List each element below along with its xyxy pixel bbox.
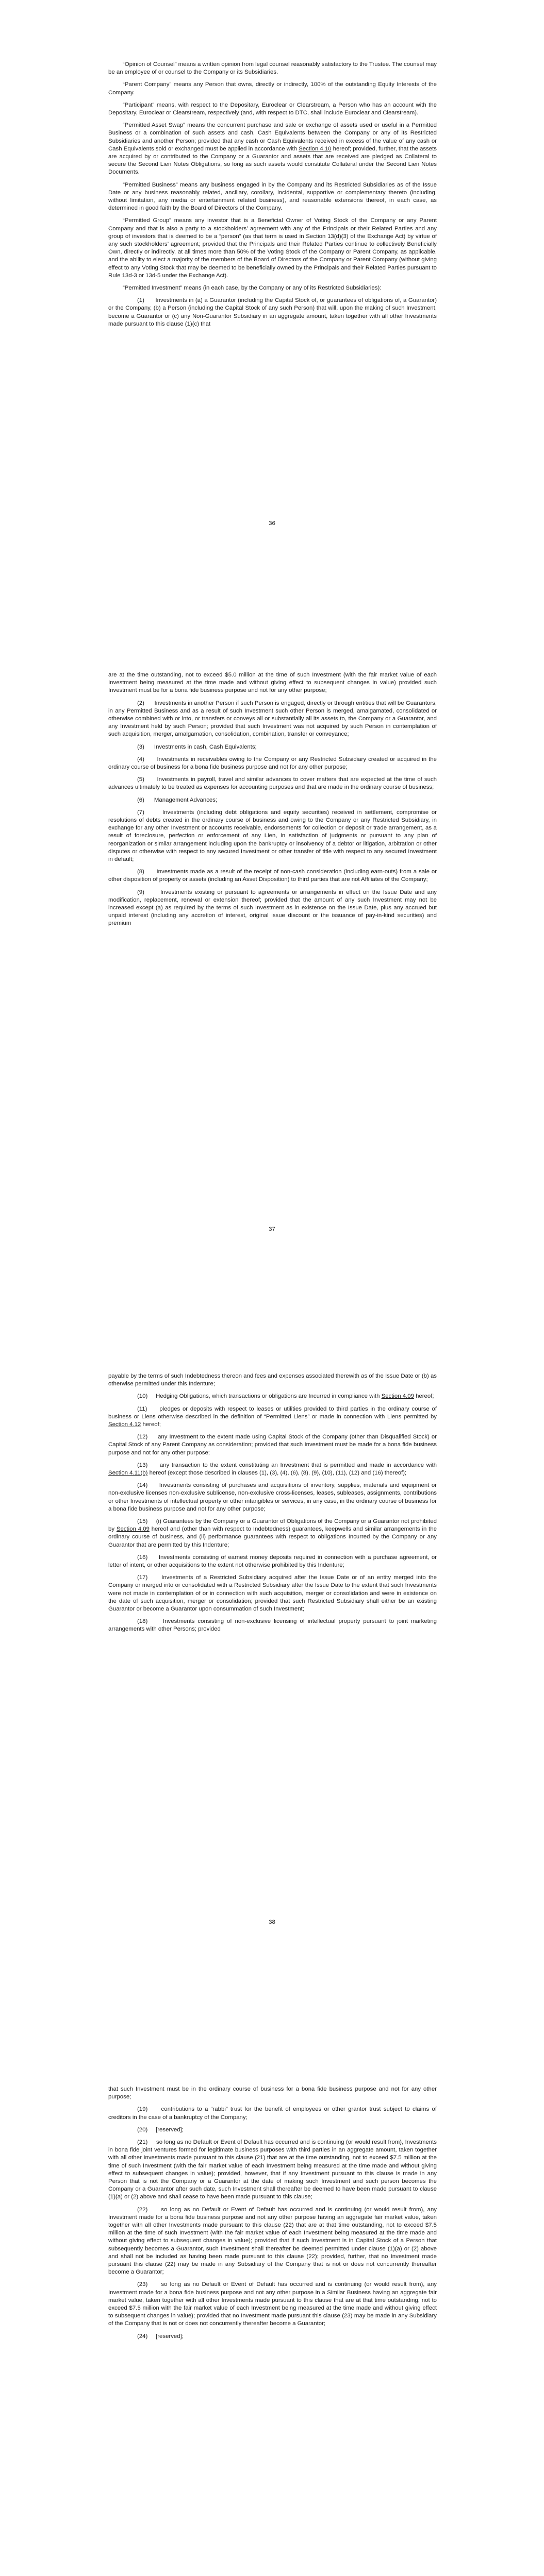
clause-1: (1) Investments in (a) a Guarantor (including the Capital Stock of, or guarantees of obligations of, a Guarantor) or the Company, (b) a Person (including the Capital Stock of any such Person) that will, upon the making of such Investment, become a Guarantor or (c) any Non-Guarantor Subsidiary in an aggregate amount, taken together with all other Investments made pursuant to this clause (1)(c) that <box>108 297 437 327</box>
section-reference-link[interactable]: Section 4.10 <box>299 145 332 152</box>
clause-18-continued: that such Investment must be in the ordinary course of business for a bona fide business purpose and not for any other purpose; <box>108 2086 437 2100</box>
page-number: 37 <box>269 1226 275 1232</box>
clause-10 <box>108 1393 437 1400</box>
clause-11 <box>108 1405 437 1429</box>
text: hereof; provided, further, that the assets are acquired by or contributed to the Company or a Guarantor and assets that are received are pledged as Collateral to secure the Second Lien Notes Obligations, so long as such assets would constitute Collateral under the Second Lien Notes Documents. <box>108 145 437 176</box>
text: (13) any transaction to the extent constituting an Investment that is permitted and made in accordance with <box>137 1462 437 1468</box>
clause-3: (3) Investments in cash, Cash Equivalents; <box>137 743 257 750</box>
clause-4: (4) Investments in receivables owing to the Company or any Restricted Subsidiary created or acquired in the ordinary course of business for a bona fide business purpose and not for any other purpose; <box>108 756 437 771</box>
text: (15) (i) Guarantees by the Company or a Guarantor of Obligations of the Company or a Guarantor not prohibited by <box>108 1518 437 1533</box>
definition-permitted-investment: “Permitted Investment” means (in each case, by the Company or any of its Restricted Subsidiaries): <box>123 285 382 292</box>
clause-1-continued: are at the time outstanding, not to exceed $5.0 million at the time of such Investment (with the fair market value of each Investment being measured at the time made and without giving effect to subsequent changes in value) provided such Investment must be for a bona fide business purpose and not for any other purpose; <box>108 672 437 694</box>
clause-12: (12) any Investment to the extent made using Capital Stock of the Company (other than Disqualified Stock) or Capital Stock of any Parent Company as consideration; provided that such Investment must be made for a bona fide business purpose and not for any other purpose; <box>108 1434 437 1456</box>
clause-14: (14) Investments consisting of purchases and acquisitions of inventory, supplies, materials and equipment or non-exclusive licenses non-exclusive sublicense, non-exclusive cross-licenses, leases, subleases, assignments, contributions or other Investments of intellectual property or other intangibles or services, in any case, in the ordinary course of business for a bona fide business purpose and not for any other purpose; <box>108 1482 437 1512</box>
page-38-text <box>108 1372 437 1638</box>
clause-23: (23) so long as no Default or Event of Default has occurred and is continuing (or would result from), any Investment made for a bona fide business purpose and not any other purpose in a Similar Business having an aggregate fair market value, taken together with all other Investments made pursuant to this clause that are at that time outstanding, not to exceed $7.5 million with the fair market value of each Investment being measured at the time made and without giving effect to subsequent changes in value); provided that no Investment made pursuant this clause (23) may be made in any Subsidiary of the Company that is not or does not concurrently thereafter become a Guarantor; <box>108 2281 437 2327</box>
page-37-text <box>108 671 437 933</box>
page-number: 38 <box>269 1919 275 1925</box>
clause-21: (21) so long as no Default or Event of Default has occurred and is continuing (or would result from), Investments in bona fide joint ventures formed for legitimate business purposes with third parties in an aggregate amount, taken together with all other Investments made pursuant to this clause (21) that are at the time outstanding, not to exceed $7.5 million at the time of such Investment (with the fair market value of each Investment being measured at the time made and without giving effect to subsequent changes in value); provided, however, that if any Investment pursuant to this clause is made in any Person that is not the Company or a Guarantor at the date of making such Investment and such person becomes the Company or a Guarantor after such date, such Investment shall thereafter be deemed to have been made pursuant to clause (1)(a) or (2) above and shall cease to have been made pursuant to this clause; <box>108 2139 437 2200</box>
clause-20: (20) [reserved]; <box>137 2126 184 2133</box>
text: hereof; <box>414 1393 434 1400</box>
clause-22: (22) so long as no Default or Event of Default has occurred and is continuing (or would result from), any Investment made for a bona fide business purpose and not any other purpose having an aggregate fair market value, taken together with all other Investments made pursuant to this clause (22) that are at that time outstanding, not to exceed $7.5 million at the time of such Investment (with the fair market value of each Investment being measured at the time made and without giving effect to subsequent changes in value); provided that if such Investment is in Capital Stock of a Person that subsequently becomes a Guarantor, such Investment shall thereafter be deemed permitted under clause (1)(a) or (2) above and shall not be included as having been made pursuant to this clause (22); provided, further, that no Investment made pursuant this clause (22) may be made in any Subsidiary of the Company that is not or does not concurrently thereafter become a Guarantor; <box>108 2206 437 2276</box>
definition-parent-company: “Parent Company” means any Person that owns, directly or indirectly, 100% of the outstanding Equity Interests of the Company. <box>108 81 437 96</box>
clause-7: (7) Investments (including debt obligations and equity securities) received in settlement, compromise or resolutions of debts created in the ordinary course of business and owing to the Company or any Restricted Subsidiary, in exchange for any other Investment or accounts receivable, endorsements for collection or deposit or trade arrangement, as a result of foreclosure, perfection or enforcement of any Lien, in satisfaction of judgments or pursuant to any plan of reorganization or similar arrangement including upon the bankruptcy or insolvency of a debtor or litigation, arbitration or other disputes or otherwise with respect to any secured Investment or other transfer of title with respect to any secured Investment in default; <box>108 809 437 863</box>
clause-8: (8) Investments made as a result of the receipt of non-cash consideration (including earn-outs) from a sale or other disposition of property or assets (including an Asset Disposition) to third parties that are not Affiliates of the Company; <box>108 869 437 883</box>
clause-13 <box>108 1462 437 1477</box>
clause-17: (17) Investments of a Restricted Subsidiary acquired after the Issue Date or of an entity merged into the Company or merged into or consolidated with a Restricted Subsidiary after the Issue Date to the extent that such Investments were not made in contemplation of or in connection with such acquisition, merger or consolidation and were in existence on the date of such acquisition, merger or consolidation; provided that such Restricted Subsidiary shall either be an existing Guarantor or become a Guarantor upon consummation of such Investment; <box>108 1574 437 1613</box>
clause-19: (19) contributions to a “rabbi” trust for the benefit of employees or other grantor trust subject to claims of creditors in the case of a bankruptcy of the Company; <box>108 2106 437 2121</box>
text: (11) pledges or deposits with respect to leases or utilities provided to third parties in the ordinary course of business or Liens otherwise described in the definition of “Permitted Liens” or made in connection with Liens permitted by <box>108 1405 437 1420</box>
definition-permitted-asset-swap <box>108 122 437 176</box>
clause-9: (9) Investments existing or pursuant to agreements or arrangements in effect on the Issue Date and any modification, replacement, renewal or extension thereof; provided that the amount of any such Investment may not be increased except (a) as required by the terms of such Investment as in existence on the Issue Date, plus any accrued but unpaid interest (including any accretion of interest, original issue discount or the issuance of pay-in-kind securities) and premium <box>108 889 437 927</box>
definition-permitted-business: “Permitted Business” means any business engaged in by the Company and its Restricted Subsidiaries as of the Issue Date or any business reasonably related, ancillary, corollary, incidental, supportive or complementary thereto (including, without limitation, any media or entertainment related business), and reasonable extensions thereof, in each case, as determined in good faith by the Board of Directors of the Company. <box>108 181 437 212</box>
definition-opinion-of-counsel: “Opinion of Counsel” means a written opinion from legal counsel reasonably satisfactory to the Trustee. The counsel may be an employee of or counsel to the Company or its Subsidiaries. <box>108 61 437 76</box>
section-reference-link[interactable]: Section 4.09 <box>116 1526 150 1533</box>
definition-participant: “Participant” means, with respect to the Depositary, Euroclear or Clearstream, a Person who has an account with the Depositary, Euroclear or Clearstream, respectively (and, with respect to DTC, shall include Euroclear and Clearstream). <box>108 101 437 116</box>
text: hereof (except those described in clauses (1), (3), (4), (6), (8), (9), (10), (11), (12) and (16) thereof); <box>147 1470 407 1477</box>
page-36-text <box>108 61 437 333</box>
text: “Permitted Asset Swap” means the concurrent purchase and sale or exchange of assets used or useful in a Permitted Business or a combination of such assets and cash, Cash Equivalents between the Company or any of its Restricted Subsidiaries and another Person; provided that any cash or Cash Equivalents received in excess of the value of any cash or Cash Equivalents sold or exchanged must be applied in accordance with <box>108 122 437 152</box>
clause-18: (18) Investments consisting of non-exclusive licensing of intellectual property pursuant to joint marketing arrangements with other Persons; provided <box>108 1618 437 1633</box>
section-reference-link[interactable]: Section 4.12 <box>108 1421 141 1428</box>
page-39-text <box>108 2086 437 2345</box>
clause-9-continued: payable by the terms of such Indebtedness thereon and fees and expenses associated therewith as of the Issue Date or (b) as otherwise permitted under this Indenture; <box>108 1373 437 1387</box>
clause-5: (5) Investments in payroll, travel and similar advances to cover matters that are expected at the time of such advances ultimately to be treated as expenses for accounting purposes and that are made in the ordinary course of business; <box>108 776 437 791</box>
text: hereof; <box>141 1421 161 1428</box>
section-reference-link[interactable]: Section 4.09 <box>381 1393 414 1400</box>
clause-6: (6) Management Advances; <box>137 796 218 803</box>
section-reference-link[interactable]: Section 4.11(b) <box>108 1470 148 1477</box>
text: (10) Hedging Obligations, which transactions or obligations are Incurred in compliance with <box>137 1393 382 1400</box>
page-number: 36 <box>269 520 275 527</box>
clause-15 <box>108 1518 437 1549</box>
clause-16: (16) Investments consisting of earnest money deposits required in connection with a purchase agreement, or letter of intent, or other acquisitions to the extent not otherwise prohibited by this Indenture; <box>108 1554 437 1569</box>
definition-permitted-group: “Permitted Group” means any investor that is a Beneficial Owner of Voting Stock of the Company or any Parent Company and that is also a party to a stockholders’ agreement with any of the Principals or their Related Parties and any group of investors that is deemed to be a “person” (as that term is used in Section 13(d)(3) of the Exchange Act) by virtue of any such stockholders’ agreement; provided that the Principals and their Related Parties continue to collectively Beneficially Own, directly or indirectly, at all times more than 50% of the Voting Stock of the Company or Parent Company, as applicable, and the ability to elect a majority of the members of the Board of Directors of the Company or Parent Company (without giving effect to any Voting Stock that may be deemed to be beneficially owned by the Principals and their Related Parties pursuant to Rule 13d-3 or 13d-5 under the Exchange Act). <box>108 217 437 279</box>
clause-2: (2) Investments in another Person if such Person is engaged, directly or through entities that will be Guarantors, in any Permitted Business and as a result of such Investment such other Person is merged, amalgamated, consolidated or otherwise combined with or into, or transfers or conveys all or substantially all its assets to, the Company or a Guarantor, and any Investment held by such Person; provided that such Investment was not acquired by such Person in contemplation of such acquisition, merger, amalgamation, consolidation, combination, transfer or conveyance; <box>108 700 437 738</box>
clause-24: (24) [reserved]; <box>137 2333 184 2340</box>
text: hereof and (other than with respect to Indebtedness) guarantees, keepwells and similar arrangements in the ordinary course of business, and (ii) performance guarantees with respect to obligations Incurred by the Company or any Guarantor that are permitted by this Indenture; <box>108 1526 437 1548</box>
